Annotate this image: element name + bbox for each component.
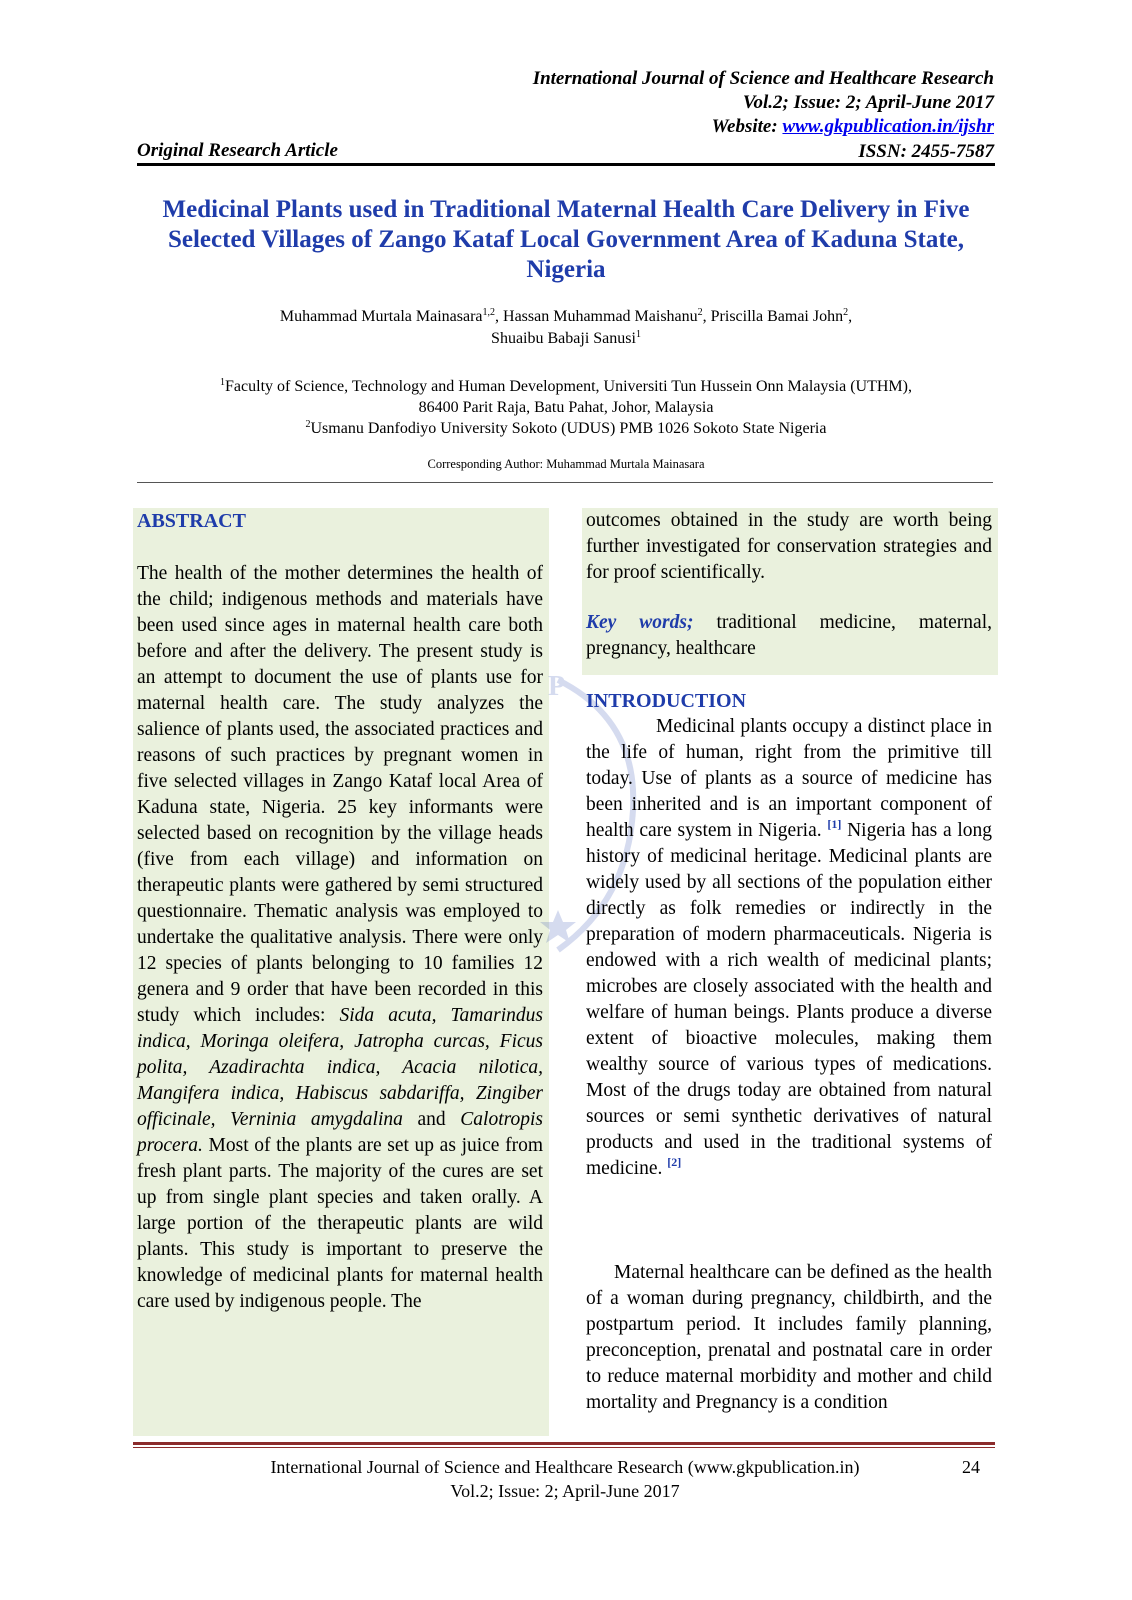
footer-rule: [133, 1442, 995, 1445]
author-name: Muhammad Murtala Mainasara: [279, 308, 483, 325]
issn: ISSN: 2455-7587: [858, 141, 994, 162]
affiliation-1: [137, 376, 995, 397]
abstract-text-part: Most of the plants are set up as juice from fresh plant parts. The majority of the cures are set up from single plant species and taken orally. A large portion of the therapeutic plants are wild plants. This study is important to preserve the knowledge of medicinal plants for maternal health care used by indigenous people. The: [137, 1135, 543, 1312]
corresponding-author: Corresponding Author: Muhammad Murtala Mainasara: [427, 457, 705, 471]
header-rule: [137, 163, 995, 166]
abstract-body: [137, 561, 543, 1315]
website-label: Website:: [711, 116, 783, 137]
introduction-paragraph: [586, 1260, 992, 1416]
affiliation-text: Faculty of Science, Technology and Human Development, Universiti Tun Hussein Onn Malaysia (UTHM),: [225, 378, 912, 395]
author-name: Hassan Muhammad Maishanu: [503, 308, 698, 325]
affiliation-1-address: 86400 Parit Raja, Batu Pahat, Johor, Malaysia: [418, 399, 714, 416]
abstract-continued: [586, 508, 992, 586]
author-separator: ,: [848, 308, 853, 325]
keywords: [586, 610, 992, 662]
conjunction: and: [402, 1109, 461, 1130]
keywords-terms: traditional medicine, maternal, pregnancy, healthcare: [586, 612, 992, 659]
authors-line: [137, 328, 995, 350]
page-number: 24: [962, 1457, 980, 1477]
abstract-text-part: The health of the mother determines the health of the child; indigenous methods and materials have been used since ages in maternal health care both before and after the delivery. The present study is an attempt to document the use of plants use for maternal health care. The study analyzes the salience of plants used, the associated practices and reasons of such practices by pregnant women in five selected villages in Zango Kataf local Area of Kaduna state, Nigeria. 25 key informants were selected based on recognition by the village heads (five from each village) and information on therapeutic plants were gathered by semi structured questionnaire. Thematic analysis was employed to undertake the qualitative analysis. There were only 12 species of plants belonging to 10 families 12 genera and 9 order that have been recorded in this study which includes:: [137, 563, 543, 1026]
affiliation-mark: 2: [305, 419, 311, 430]
author-name: Shuaibu Babaji Sanusi: [491, 330, 636, 347]
author-affiliation-mark: 1: [635, 329, 641, 340]
separator-rule: [137, 482, 993, 483]
abstract-heading: ABSTRACT: [137, 510, 246, 532]
author-separator: ,: [702, 308, 711, 325]
paper-title: Medicinal Plants used in Traditional Maternal Health Care Delivery in Five Selected Villages of Zango Kataf Local Government Area of Kaduna State, Nigeria: [162, 196, 970, 283]
citation-link[interactable]: [2]: [667, 1155, 682, 1169]
journal-name: International Journal of Science and Healthcare Research: [532, 68, 994, 89]
article-type: Original Research Article: [137, 140, 338, 161]
intro-text-part: Medicinal plants occupy a distinct place in the life of human, right from the primitive till today. Use of plants as a source of medicine has been inherited and is an important component of health care system in Nigeria.: [586, 716, 992, 841]
intro-text-part: Nigeria has a long history of medicinal heritage. Medicinal plants are widely used by all sections of the population either directly as folk remedies or indirectly in the preparation of modern pharmaceuticals. Nigeria is endowed with a rich wealth of medicinal plants; microbes are closely associated with the health and welfare of human beings. Plants produce a diverse extent of bioactive molecules, making them wealthy source of various types of medications. Most of the drugs today are obtained from natural sources or semi synthetic derivatives of natural products and used in the traditional systems of medicine.: [586, 820, 992, 1179]
introduction-heading: INTRODUCTION: [586, 690, 747, 712]
author-name: Priscilla Bamai John: [710, 308, 844, 325]
journal-website: [712, 115, 994, 139]
author-affiliation-mark: 2: [843, 307, 849, 318]
author-affiliation-mark: 1,2: [482, 307, 496, 318]
affiliation-2: [137, 418, 995, 439]
author-affiliation-mark: 2: [697, 307, 703, 318]
keywords-label: Key words;: [586, 612, 694, 633]
svg-text:P: P: [548, 671, 566, 702]
affiliation-mark: 1: [220, 377, 226, 388]
footer-rule: [133, 1447, 995, 1448]
website-link[interactable]: www.gkpublication.in/ijshr: [782, 116, 994, 137]
footer-journal: International Journal of Science and Healthcare Research (www.gkpublication.in): [270, 1457, 860, 1477]
abstract-continued-text: outcomes obtained in the study are worth being further investigated for conservation strategies and for proof scientifically.: [586, 510, 992, 583]
journal-volume-issue: Vol.2; Issue: 2; April-June 2017: [742, 92, 994, 113]
species-list: Calotropis procera.: [137, 1109, 543, 1156]
introduction-paragraph: [586, 714, 992, 1182]
species-list: Sida acuta, Tamarindus indica, Moringa oleifera, Jatropha curcas, Ficus polita, Azadirachta indica, Acacia nilotica, Mangifera indica, Habiscus sabdariffa, Zingiber officinale, Verninia amygdalina: [137, 1005, 543, 1130]
intro-text-part: Maternal healthcare can be defined as the health of a woman during pregnancy, childbirth, and the postpartum period. It includes family planning, preconception, prenatal and postnatal care in order to reduce maternal morbidity and mother and child mortality and Pregnancy is a condition: [586, 1262, 992, 1413]
footer-volume: Vol.2; Issue: 2; April-June 2017: [450, 1481, 680, 1501]
citation-link[interactable]: [1]: [827, 817, 842, 831]
author-separator: ,: [495, 308, 504, 325]
authors-line: [137, 306, 995, 328]
affiliation-text: Usmanu Danfodiyo University Sokoto (UDUS) PMB 1026 Sokoto State Nigeria: [310, 420, 827, 437]
